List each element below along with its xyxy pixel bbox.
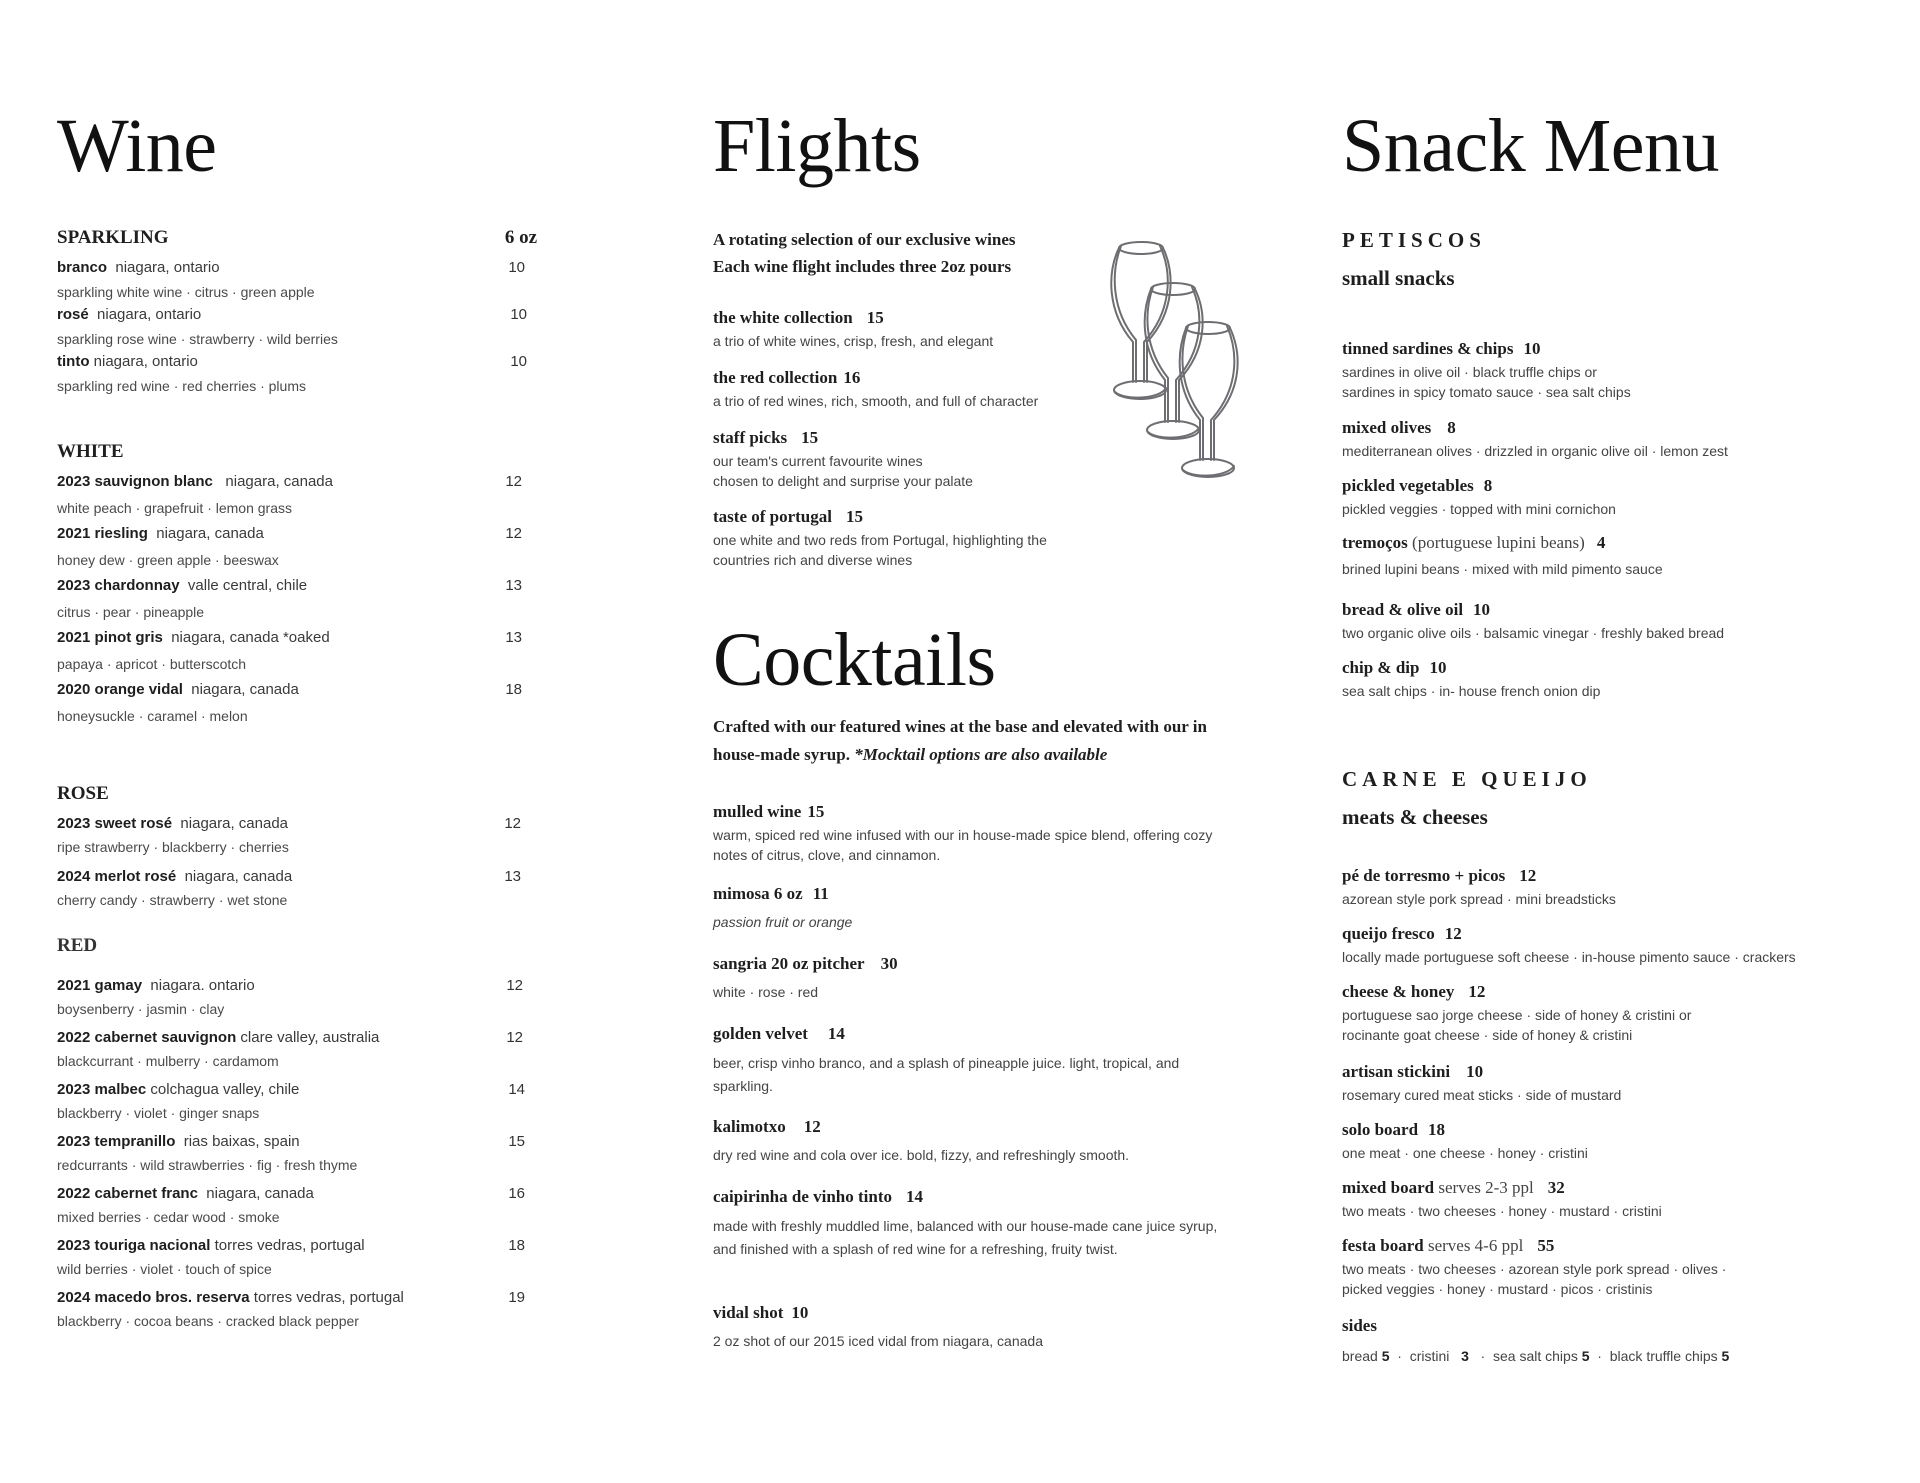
side-name: cristini [1409,1348,1450,1364]
snack-desc: mediterranean olives · drizzled in organic olive oil · lemon zest [1342,443,1728,459]
serving-size: 6 oz [504,227,537,248]
wine-glass-icon [1180,322,1238,477]
wine-notes: blackberry · cocoa beans · cracked black pepper [57,1313,359,1329]
snack-note: (portuguese lupini beans) [1412,533,1585,552]
snack-desc [1342,1005,1862,1045]
side-price: 5 [1581,1348,1590,1364]
flights-intro-line: A rotating selection of our exclusive wines [713,230,1016,249]
wine-region: niagara, canada [156,525,264,542]
flight-name: staff picks [713,428,788,447]
flight-desc: a trio of white wines, crisp, fresh, and elegant [713,333,994,349]
wine-item [57,977,557,1017]
wine-item [57,681,557,724]
snack-item [1342,339,1862,402]
wine-name: 2023 tempranillo [57,1133,176,1150]
wine-notes: citrus · pear · pineapple [57,604,205,620]
flight-price: 15 [866,308,884,327]
cocktail-price: 11 [812,884,829,903]
wine-notes: sparkling red wine · red cherries · plums [57,378,306,394]
wine-name: 2021 gamay [57,977,143,994]
cocktail-item [713,884,1233,932]
cocktails-intro [713,713,1233,769]
side-price: 3 [1461,1348,1469,1364]
wine-price: 13 [505,577,522,594]
cocktail-price: 15 [807,802,825,821]
flight-desc-line: chosen to delight and surprise your palate [713,473,973,489]
side-name: black truffle chips [1609,1348,1718,1364]
snack-desc-line: picked veggies · honey · mustard · picos · cristinis [1342,1281,1653,1297]
wine-section-sparkling [57,227,557,394]
wine-price: 18 [505,681,522,698]
flight-price: 15 [801,428,819,447]
snack-item [1342,418,1862,461]
wine-name: 2023 sweet rosé [57,815,173,832]
snack-note: serves 4-6 ppl [1427,1236,1524,1255]
cocktail-item [713,1117,1233,1165]
wine-price: 12 [505,525,522,542]
wine-region: niagara, canada [180,815,289,832]
wine-price: 12 [505,473,522,490]
wine-price: 12 [506,977,523,994]
wine-notes: blackcurrant · mulberry · cardamom [57,1053,279,1069]
cocktail-name: mimosa 6 oz [713,884,803,903]
snack-desc: locally made portuguese soft cheese · in-house pimento sauce · crackers [1342,949,1796,965]
wine-notes: blackberry · violet · ginger snaps [57,1105,260,1121]
cocktail-name: vidal shot [713,1303,784,1322]
wine-region: torres vedras, portugal [253,1289,404,1306]
snack-desc: one meat · one cheese · honey · cristini [1342,1145,1588,1161]
mocktail-note: *Mocktail options are also available [854,745,1108,764]
flight-desc [713,530,1233,570]
wine-title: Wine [57,104,217,188]
flight-desc-line: our team's current favourite wines [713,453,923,469]
wine-region: rias baixas, spain [183,1133,300,1150]
wine-notes: ripe strawberry · blackberry · cherries [57,839,289,855]
side-name: bread [1342,1348,1378,1364]
wine-name: 2024 macedo bros. reserva [57,1289,250,1306]
snack-item [1342,533,1862,579]
cocktail-name: kalimotxo [713,1117,786,1136]
snack-item [1342,476,1862,519]
wine-region: niagara, ontario [97,306,202,323]
wine-name: 2021 riesling [57,525,148,542]
cocktail-name: sangria 20 oz pitcher [713,954,865,973]
wine-price: 12 [504,815,521,832]
wine-name: 2022 cabernet sauvignon [57,1029,237,1046]
snack-desc: two meats · two cheeses · honey · mustard · cristini [1342,1203,1662,1219]
snack-name: pickled vegetables [1342,476,1474,495]
section-header [57,935,547,957]
wine-item [57,629,557,672]
snack-price: 55 [1537,1236,1555,1255]
snack-item [1342,982,1862,1045]
wine-region: niagara, canada [206,1185,314,1202]
section-header [57,227,547,249]
wine-price: 19 [508,1289,525,1306]
wine-item [57,473,557,516]
wine-region: niagara. ontario [150,977,255,994]
snack-item [1342,866,1862,909]
wine-item [57,1237,557,1277]
wine-notes: honey dew · green apple · beeswax [57,552,279,568]
section-name: SPARKLING [57,227,169,248]
wine-item [57,1289,557,1329]
snack-item [1342,658,1862,701]
snack-desc-line: sardines in olive oil · black truffle chips or [1342,364,1597,380]
flights-title: Flights [713,104,921,188]
flight-price: 16 [843,368,861,387]
wine-region: niagara, canada [191,681,299,698]
snack-desc: two organic olive oils · balsamic vinegar · freshly baked bread [1342,625,1725,641]
cocktail-price: 14 [827,1024,845,1043]
wine-notes: boysenberry · jasmin · clay [57,1001,225,1017]
section-name: RED [57,935,98,956]
cocktail-price: 12 [803,1117,821,1136]
snack-item [1342,924,1862,967]
wine-section-red [57,935,557,1329]
wine-region: valle central, chile [187,577,308,594]
cocktails-intro-text: Crafted with our featured wines at the base and elevated with our in house-made syrup. [713,717,1207,764]
snack-name: solo board [1342,1120,1419,1139]
snack-desc-line: two meats · two cheeses · azorean style pork spread · olives · [1342,1261,1727,1277]
wine-region: niagara, canada *oaked [171,629,330,646]
wine-item [57,815,557,855]
wine-price: 13 [505,629,522,646]
wine-notes: white peach · grapefruit · lemon grass [57,500,292,516]
wine-price: 10 [510,306,527,323]
flight-price: 15 [845,507,863,526]
flight-item [713,507,1233,570]
wine-notes: wild berries · violet · touch of spice [57,1261,272,1277]
snack-desc [1342,1259,1862,1299]
cocktail-desc: made with freshly muddled lime, balanced with our house-made cane juice syrup, and finished with a splash of red wine for a refreshing, fruity twist. [713,1218,1218,1257]
wine-name: 2021 pinot gris [57,629,163,646]
wine-item [57,353,557,394]
wine-region: niagara, ontario [93,353,198,370]
snack-item [1342,1236,1862,1299]
snack-name: tremoços [1342,533,1408,552]
category-subtitle: meats & cheeses [1342,805,1488,829]
wine-name: 2022 cabernet franc [57,1185,198,1202]
cocktail-price: 30 [880,954,898,973]
snack-name: cheese & honey [1342,982,1455,1001]
category-name: PETISCOS [1342,228,1486,252]
snack-price: 4 [1596,533,1606,552]
cocktail-name: golden velvet [713,1024,808,1043]
flights-intro [713,226,1016,280]
cocktail-price: 14 [906,1187,924,1206]
snack-desc: pickled veggies · topped with mini cornichon [1342,501,1616,517]
cocktail-item [713,954,1233,1002]
wine-region: clare valley, australia [240,1029,380,1046]
side-name: sea salt chips [1493,1348,1578,1364]
snack-desc: brined lupini beans · mixed with mild pimento sauce [1342,561,1663,577]
flight-desc-line: countries rich and diverse wines [713,552,913,568]
wine-notes: mixed berries · cedar wood · smoke [57,1209,280,1225]
snack-name: bread & olive oil [1342,600,1464,619]
snack-desc-line: rocinante goat cheese · side of honey & cristini [1342,1027,1633,1043]
flights-intro-line: Each wine flight includes three 2oz pours [713,257,1012,276]
sides-section [1342,1316,1862,1364]
cocktail-desc: passion fruit or orange [713,914,853,930]
section-name: ROSE [57,783,109,804]
wine-price: 10 [510,353,527,370]
snack-desc: sea salt chips · in- house french onion dip [1342,683,1601,699]
snack-name: chip & dip [1342,658,1420,677]
snack-desc: azorean style pork spread · mini breadsticks [1342,891,1616,907]
wine-glasses-illustration [1103,232,1253,484]
wine-notes: papaya · apricot · butterscotch [57,656,247,672]
wine-section-rose [57,783,557,908]
wine-region: niagara, canada [225,473,333,490]
snack-name: mixed board [1342,1178,1435,1197]
wine-name: tinto [57,353,90,370]
snack-item [1342,1120,1862,1163]
cocktail-desc: beer, crisp vinho branco, and a splash of pineapple juice. light, tropical, and sparkling. [713,1055,1180,1094]
snack-price: 10 [1466,1062,1484,1081]
snack-note: serves 2-3 ppl [1438,1178,1534,1197]
snack-name: queijo fresco [1342,924,1435,943]
snack-price: 8 [1447,418,1456,437]
wine-notes: sparkling white wine · citrus · green apple [57,284,315,300]
wine-item [57,577,557,620]
wine-name: 2023 chardonnay [57,577,180,594]
category-subtitle: small snacks [1342,266,1455,290]
wine-name: 2023 sauvignon blanc [57,473,213,490]
cocktail-desc: 2 oz shot of our 2015 iced vidal from niagara, canada [713,1333,1043,1349]
cocktail-price: 10 [791,1303,809,1322]
cocktail-item [713,1187,1233,1261]
snack-desc-line: sardines in spicy tomato sauce · sea salt chips [1342,384,1631,400]
snack-item [1342,600,1862,643]
wine-name: 2024 merlot rosé [57,868,177,885]
snack-name: artisan stickini [1342,1062,1451,1081]
snack-price: 12 [1468,982,1486,1001]
cocktail-name: mulled wine [713,802,802,821]
cocktail-desc: warm, spiced red wine infused with our in house-made spice blend, offering cozy notes of citrus, clove, and cinnamon. [713,827,1213,863]
wine-name: 2023 touriga nacional [57,1237,211,1254]
wine-region: niagara, ontario [115,259,220,276]
flight-desc-line: one white and two reds from Portugal, highlighting the [713,532,1047,548]
wine-item [57,259,557,300]
sides-list: bread 5 · cristini 3 · sea salt chips 5 · black truffle chips 5 [1342,1348,1730,1364]
flight-name: the white collection [713,308,853,327]
wine-item [57,306,557,347]
wine-item [57,525,557,568]
wine-price: 16 [508,1185,525,1202]
wine-region: torres vedras, portugal [214,1237,365,1254]
side-price: 5 [1721,1348,1730,1364]
cocktail-item [713,802,1233,865]
wine-price: 15 [508,1133,525,1150]
cocktail-name: caipirinha de vinho tinto [713,1187,893,1206]
section-header [57,783,547,805]
wine-notes: cherry candy · strawberry · wet stone [57,892,288,908]
snack-price: 8 [1483,476,1493,495]
cocktails-title: Cocktails [713,618,996,702]
wine-region: niagara, canada [184,868,293,885]
wine-notes: honeysuckle · caramel · melon [57,708,248,724]
snack-price: 18 [1428,1120,1446,1139]
snack-item [1342,1178,1862,1221]
snack-name: pé de torresmo + picos [1342,866,1506,885]
category-name: CARNE E QUEIJO [1342,767,1592,791]
snack-item [1342,1062,1862,1105]
cocktail-desc: white · rose · red [713,984,819,1000]
side-price: 5 [1381,1348,1390,1364]
wine-price: 10 [508,259,525,276]
wine-price: 13 [504,868,521,885]
snack-price: 10 [1523,339,1541,358]
wine-price: 12 [506,1029,523,1046]
flight-desc: a trio of red wines, rich, smooth, and full of character [713,393,1039,409]
flight-name: taste of portugal [713,507,832,526]
wine-price: 14 [508,1081,525,1098]
wine-notes: sparkling rose wine · strawberry · wild berries [57,331,338,347]
snack-price: 10 [1473,600,1491,619]
wine-item [57,1133,557,1173]
wine-name: 2020 orange vidal [57,681,183,698]
wine-item [57,1081,557,1121]
wine-item [57,1029,557,1069]
wine-glass-icon [1145,283,1203,439]
cocktail-desc: dry red wine and cola over ice. bold, fizzy, and refreshingly smooth. [713,1147,1130,1163]
snack-desc: rosemary cured meat sticks · side of mustard [1342,1087,1622,1103]
snack-name: tinned sardines & chips [1342,339,1514,358]
section-name: WHITE [57,441,124,462]
snack-name: festa board [1342,1236,1424,1255]
wine-name: 2023 malbec [57,1081,147,1098]
snack-name: mixed olives [1342,418,1432,437]
wine-price: 18 [508,1237,525,1254]
snack-menu-title: Snack Menu [1342,104,1720,188]
wine-name: branco [57,259,108,276]
snack-price: 12 [1444,924,1462,943]
snack-desc [1342,362,1862,402]
wine-region: colchagua valley, chile [150,1081,300,1098]
section-header [57,441,547,463]
wine-section-white [57,441,557,724]
cocktail-item [713,1024,1233,1098]
snack-price: 32 [1547,1178,1565,1197]
flight-name: the red collection [713,368,838,387]
wine-item [57,1185,557,1225]
snack-desc-line: portuguese sao jorge cheese · side of honey & cristini or [1342,1007,1692,1023]
sides-label: sides [1342,1316,1377,1335]
wine-item [57,868,557,908]
snack-price: 12 [1519,866,1537,885]
wine-notes: redcurrants · wild strawberries · fig · fresh thyme [57,1157,358,1173]
snack-price: 10 [1429,658,1447,677]
cocktail-item [713,1303,1233,1351]
wine-name: rosé [57,306,89,323]
